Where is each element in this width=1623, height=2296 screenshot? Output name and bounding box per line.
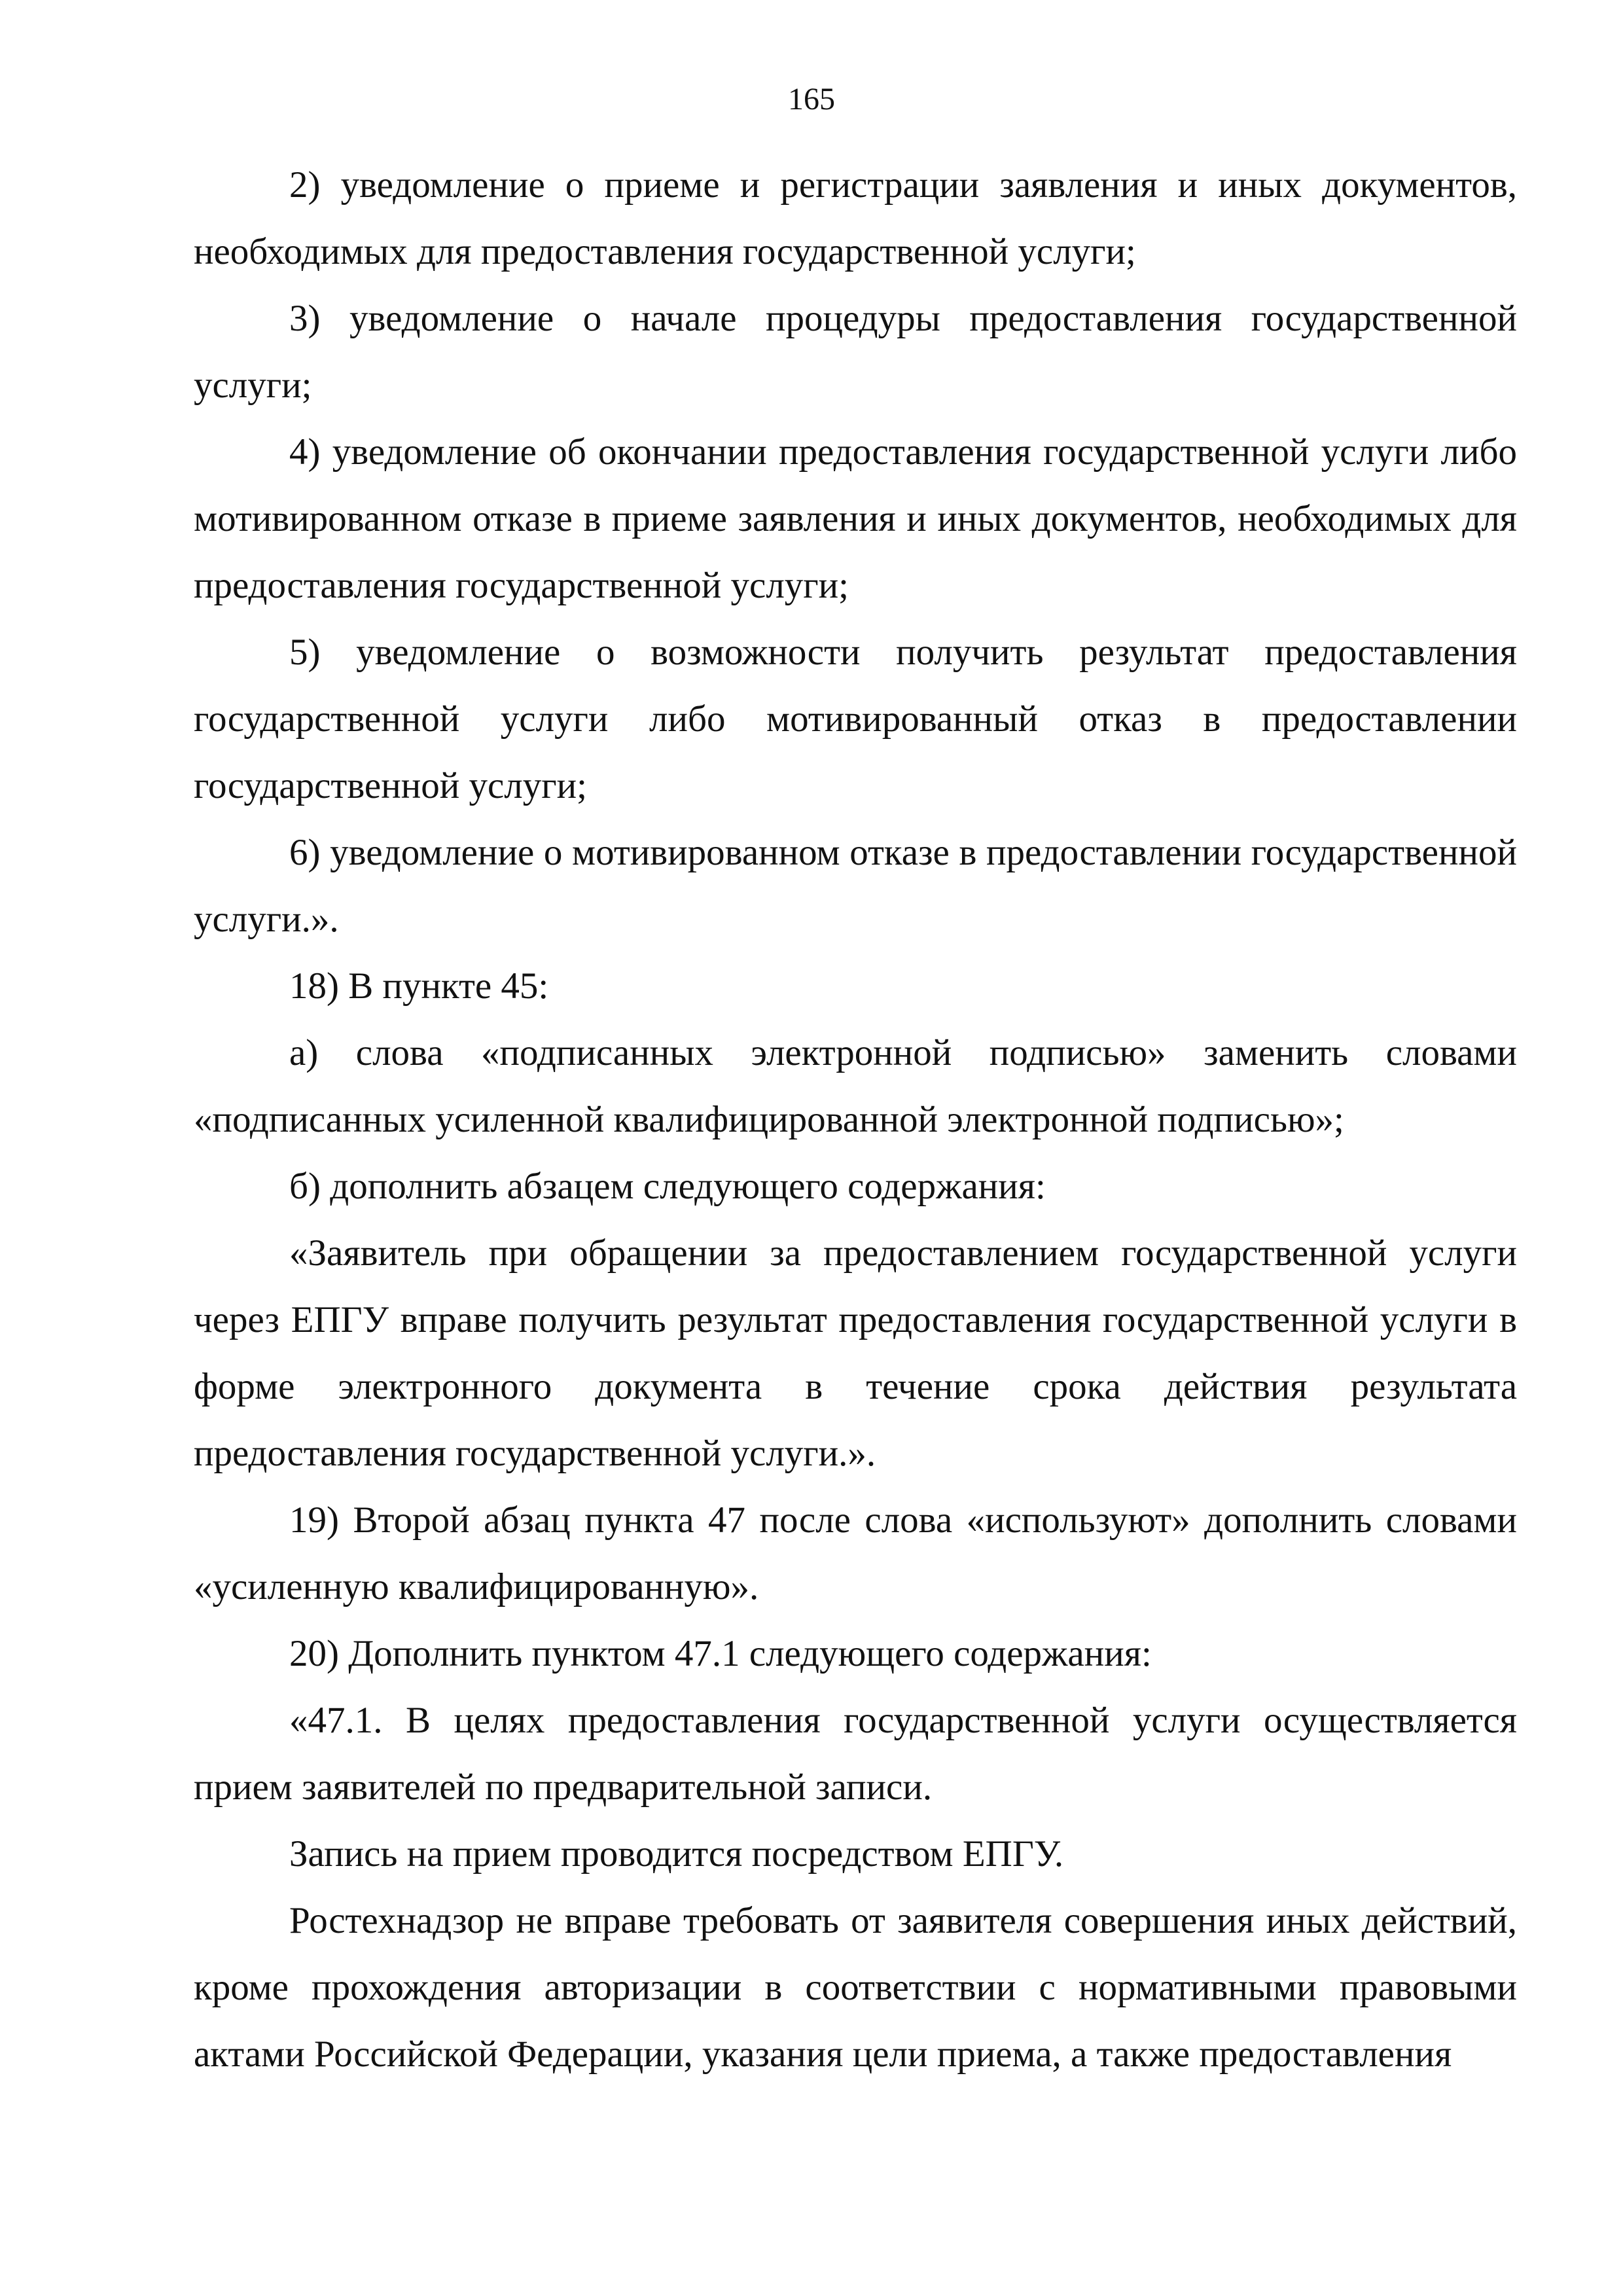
paragraph-appointment: Запись на прием проводится посредством ЕПГУ. (289, 1833, 1064, 1874)
paragraph-item-6: 6) уведомление о мотивированном отказе в предоставлении государственной услуги.». (194, 832, 1517, 940)
paragraph-item-5: 5) уведомление о возможности получить результат предоставления государственной услуги либо мотивированный отказ в предоставлении государственной услуги; (194, 632, 1517, 806)
paragraph-quoted-47-1: «47.1. В целях предоставления государственной услуги осуществляется прием заявителей по предварительной записи. (194, 1700, 1517, 1808)
paragraph-point-20: 20) Дополнить пунктом 47.1 следующего содержания: (289, 1633, 1152, 1674)
paragraph-item-4: 4) уведомление об окончании предоставления государственной услуги либо мотивированном отказе в приеме заявления и иных документов, необходимых для предоставления государственной услуги; (194, 431, 1517, 606)
paragraph-item-2: 2) уведомление о приеме и регистрации заявления и иных документов, необходимых для предоставления государственной услуги; (194, 164, 1517, 272)
page-number: 165 (788, 82, 835, 117)
paragraph-quoted-applicant: «Заявитель при обращении за предоставлением государственной услуги через ЕПГУ вправе получить результат предоставления государственной услуги в форме электронного документа в течение срока действия результата предоставления государственной услуги.». (194, 1232, 1517, 1474)
paragraph-point-18: 18) В пункте 45: (289, 965, 549, 1007)
paragraph-subpoint-a: а) слова «подписанных электронной подписью» заменить словами «подписанных усиленной квалифицированной электронной подписью»; (194, 1032, 1517, 1140)
document-body (194, 152, 1517, 2088)
paragraph-item-3: 3) уведомление о начале процедуры предоставления государственной услуги; (194, 298, 1517, 406)
paragraph-point-19: 19) Второй абзац пункта 47 после слова «используют» дополнить словами «усиленную квалифицированную». (194, 1499, 1517, 1607)
paragraph-subpoint-b: б) дополнить абзацем следующего содержания: (289, 1166, 1046, 1207)
paragraph-rostekhnadzor: Ростехнадзор не вправе требовать от заявителя совершения иных действий, кроме прохождения авторизации в соответствии с нормативными правовыми актами Российской Федерации, указания цели приема, а также предоставления (194, 1900, 1517, 2075)
